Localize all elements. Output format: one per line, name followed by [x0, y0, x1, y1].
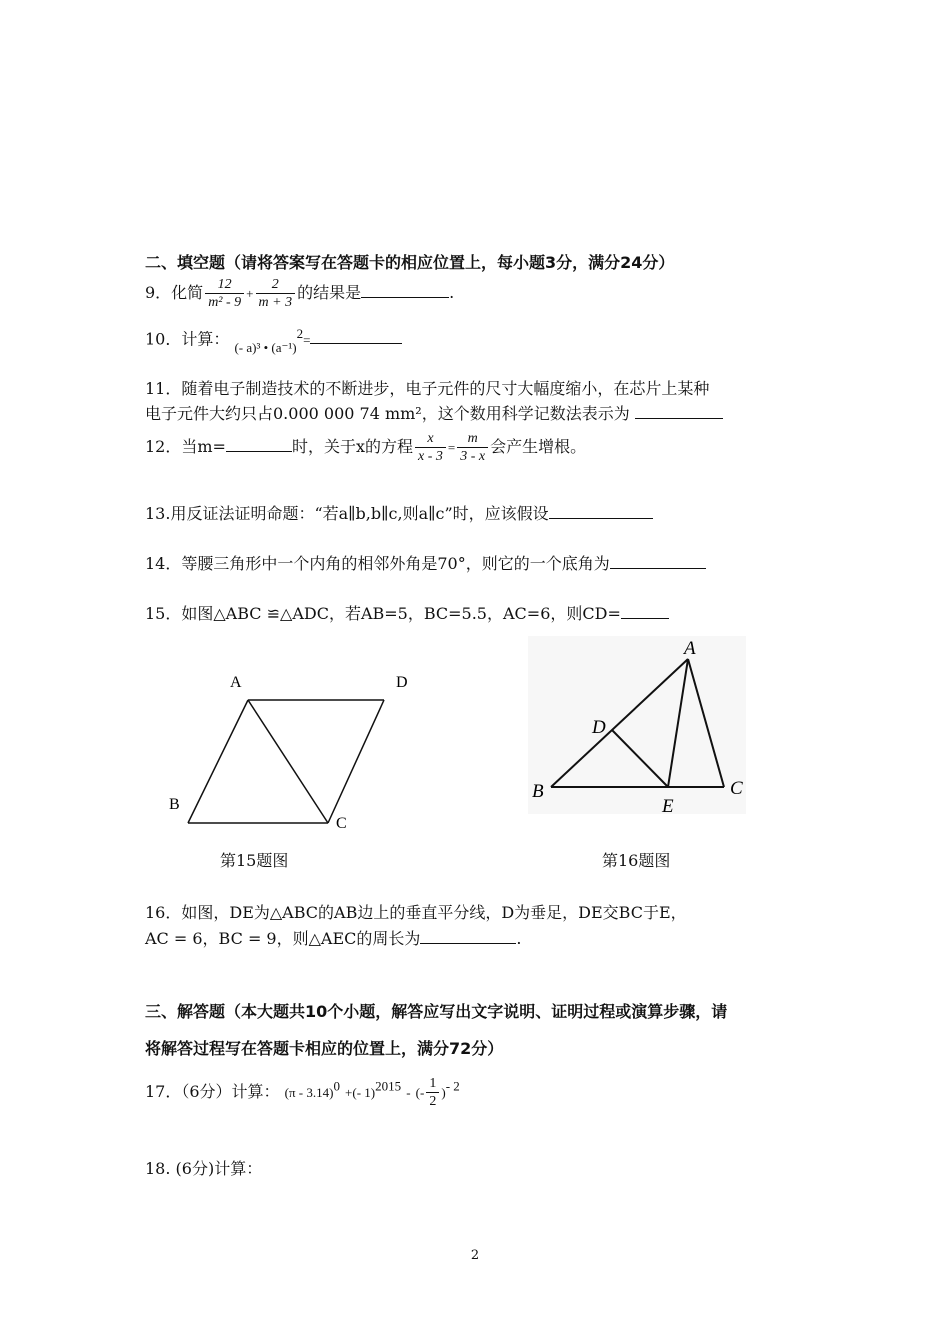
fig15-label-A: A [230, 674, 242, 691]
q16-text: AC = 6，BC = 9，则△AEC的周长为 [145, 929, 421, 948]
fig15-label-D: D [396, 674, 408, 691]
q12-fraction-1 [415, 430, 446, 465]
q9-frac2-numerator: 2 [256, 276, 296, 294]
q12-frac1-numerator: x [415, 430, 446, 448]
q17-fraction [426, 1075, 439, 1110]
q17-term-1: (π - 3.14) [284, 1085, 334, 1100]
q12-prefix: 12．当m= [145, 437, 226, 456]
q9-suffix: 的结果是 [297, 283, 362, 302]
q12-frac2-numerator: m [457, 430, 488, 448]
q9-fraction-1 [205, 276, 244, 311]
question-16-line-1: 16．如图，DE为△ABC的AB边上的垂直平分线，D为垂足，DE交BC于E， [145, 903, 687, 922]
figure-16 [528, 636, 748, 816]
q16-answer-blank[interactable] [420, 929, 516, 944]
q17-plus: + [345, 1085, 353, 1100]
q16-end: . [516, 929, 522, 948]
q12-equals: = [447, 440, 456, 455]
q12-frac1-denominator: x - 3 [417, 449, 443, 464]
fig15-edge-AB [188, 700, 248, 823]
q12-mid: 时，关于x的方程 [291, 437, 413, 456]
q17-frac-numerator: 1 [426, 1075, 439, 1093]
q17-term-2-exponent: 2015 [375, 1078, 402, 1094]
q15-answer-blank[interactable] [621, 604, 669, 619]
question-17 [145, 1075, 460, 1110]
q17-prefix: 17．（6分）计算： [145, 1082, 280, 1101]
question-11-line-1: 11．随着电子制造技术的不断进步，电子元件的尺寸大幅度缩小，在芯片上某种 [145, 379, 710, 398]
q9-end: . [449, 283, 455, 302]
q9-prefix: 9．化简 [145, 283, 204, 302]
q10-answer-blank[interactable] [310, 329, 402, 344]
q10-expression: (- a)³ • (a⁻¹) [234, 340, 297, 356]
q10-exponent: 2 [296, 326, 304, 341]
page-number: 2 [470, 1248, 480, 1263]
question-12 [145, 430, 586, 465]
question-14 [145, 551, 706, 574]
fig16-label-C: C [730, 778, 743, 799]
q14-answer-blank[interactable] [610, 554, 706, 569]
figure-16-caption: 第16题图 [602, 851, 671, 870]
q9-frac1-denominator: m² - 9 [208, 295, 242, 310]
figure-15 [160, 665, 430, 840]
q17-term-3-exponent: - 2 [445, 1078, 460, 1094]
q10-equals: = [303, 332, 311, 348]
q17-frac-denominator: 2 [429, 1094, 437, 1109]
fig16-label-D: D [592, 717, 606, 738]
q12-m-blank[interactable] [226, 437, 292, 452]
fig16-label-A: A [684, 638, 696, 659]
fig16-label-B: B [532, 781, 544, 802]
section-2-heading: 二、填空题（请将答案写在答题卡的相应位置上，每小题3分，满分24分） [145, 253, 675, 272]
section-3-heading-line-2: 将解答过程写在答题卡相应的位置上，满分72分） [145, 1039, 504, 1058]
question-18: 18. (6分)计算： [145, 1159, 263, 1178]
q17-minus: - [406, 1085, 411, 1100]
q11-answer-blank[interactable] [635, 404, 723, 419]
question-15 [145, 601, 669, 624]
q15-text: 15．如图△ABC ≌△ADC，若AB=5，BC=5.5，AC=6，则CD= [145, 604, 621, 623]
fig16-label-E: E [662, 796, 674, 816]
q9-plus: + [246, 286, 254, 301]
fig15-label-B: B [169, 796, 180, 813]
figure-15-caption: 第15题图 [220, 851, 289, 870]
q17-term-3-open: (- [415, 1085, 425, 1100]
q11-text: 电子元件大约只占0.000 000 74 mm²，这个数用科学记数法表示为 [145, 404, 630, 423]
section-3-heading-line-1: 三、解答题（本大题共10个小题，解答应写出文字说明、证明过程或演算步骤，请 [145, 1002, 728, 1021]
q17-term-1-exponent: 0 [333, 1078, 340, 1094]
q12-fraction-2 [457, 430, 488, 465]
question-11-line-2 [145, 401, 723, 424]
q14-text: 14．等腰三角形中一个内角的相邻外角是70°，则它的一个底角为 [145, 554, 610, 573]
q13-text: 13.用反证法证明命题：“若a∥b,b∥c,则a∥c”时，应该假设 [145, 504, 549, 523]
question-10 [145, 326, 402, 356]
fig15-label-C: C [336, 815, 347, 832]
q10-prefix: 10．计算： [145, 329, 230, 349]
q12-frac2-denominator: 3 - x [460, 449, 486, 464]
q17-term-3-close: ) [441, 1085, 446, 1100]
q13-answer-blank[interactable] [549, 504, 653, 519]
q17-term-2: (- 1) [352, 1085, 376, 1100]
fig15-edge-AC [248, 700, 328, 823]
q9-frac1-numerator: 12 [205, 276, 244, 294]
question-13 [145, 501, 653, 524]
question-9 [145, 276, 454, 311]
q9-fraction-2 [256, 276, 296, 311]
question-16-line-2 [145, 926, 522, 949]
q12-suffix: 会产生增根。 [490, 437, 587, 456]
q9-frac2-denominator: m + 3 [258, 295, 293, 310]
fig15-edge-DC [328, 700, 384, 823]
q9-answer-blank[interactable] [361, 283, 449, 298]
